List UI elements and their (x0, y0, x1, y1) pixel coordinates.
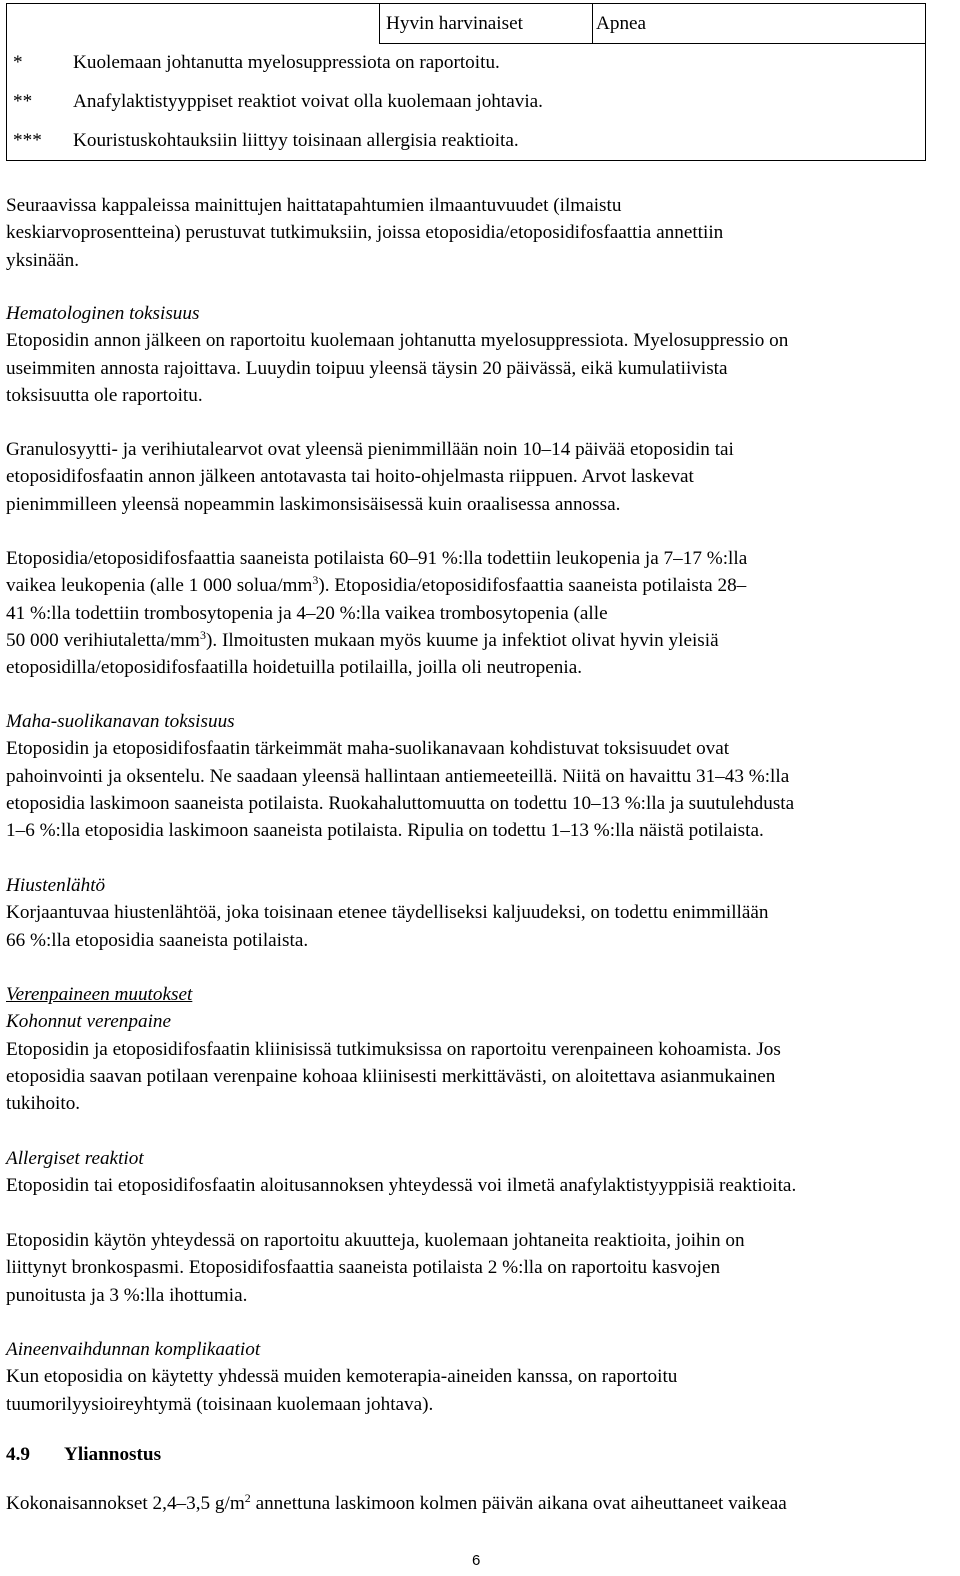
text-line: yksinään. (6, 249, 80, 271)
table-divider (379, 4, 380, 43)
section-title (6, 1441, 161, 1468)
section-heading: Hiustenlähtö (6, 875, 106, 896)
footnote-text: Anafylaktistyyppiset reaktiot voivat olla kuolemaan johtavia. (73, 91, 543, 112)
hair-loss-section (6, 872, 956, 954)
hematologic-section (6, 300, 956, 409)
text-line: Granulosyytti- ja verihiutalearvot ovat yleensä pienimmillään noin 10–14 päivää etoposidin tai (6, 439, 734, 460)
hematologic-paragraph-2 (6, 436, 956, 518)
footnote (13, 52, 500, 74)
blood-pressure-section (6, 981, 956, 1117)
text-line: Etoposidin ja etoposidifosfaatin tärkeimmät maha-suolikanavaan kohdistuvat toksisuudet ovat (6, 738, 730, 760)
section-title-text: Yliannostus (64, 1444, 162, 1465)
hematologic-paragraph-3 (6, 545, 956, 681)
text-line: etoposidia laskimoon saaneista potilaista. Ruokahaluttomuutta on todettu 10–13 %:lla ja suutulehdusta (6, 792, 795, 814)
reaction-cell: Apnea (596, 13, 647, 34)
text-line: 66 %:lla etoposidia saaneista potilaista. (6, 929, 309, 951)
text-line: keskiarvoprosentteina) perustuvat tutkimuksiin, joissa etoposidia/etoposidifosfaattia annettiin (6, 222, 724, 244)
section-heading: Maha-suolikanavan toksisuus (6, 711, 235, 732)
section-heading: Verenpaineen muutokset (6, 984, 193, 1005)
table-divider (592, 4, 593, 43)
text-line: 1–6 %:lla etoposidia laskimoon saaneista potilaista. Ripulia on todettu 1–13 %:lla näistä potilaista. (6, 820, 764, 842)
metabolic-section (6, 1336, 956, 1418)
text-line: Etoposidin käytön yhteydessä on raportoitu akuutteja, kuolemaan johtaneita reaktioita, joihin on (6, 1230, 745, 1251)
page-number: 6 (472, 1552, 481, 1569)
frequency-cell: Hyvin harvinaiset (386, 13, 523, 34)
allergic-section (6, 1145, 956, 1200)
text-line: toksisuutta ole raportoitu. (6, 384, 203, 406)
text-line: Etoposidia/etoposidifosfaattia saaneista potilaista 60–91 %:lla todettiin leukopenia ja 7–17 %:lla (6, 548, 748, 569)
text-line: Etoposidin tai etoposidifosfaatin aloitusannoksen yhteydessä voi ilmetä anafylaktistyyppisiä reaktioita. (6, 1175, 797, 1197)
text-line: Kokonaisannokset 2,4–3,5 $g/m^2$ annettuna laskimoon kolmen päivän aikana ovat aiheuttaneet vaikeaa (6, 1490, 787, 1514)
text-line: etoposidifosfaatin annon jälkeen antotavasta tai hoito-ohjelmasta riippuen. Arvot laskevat (6, 466, 694, 488)
text-line: tukihoito. (6, 1093, 81, 1115)
text-line: etoposidilla/etoposidifosfaatilla hoidetuilla potilailla, joilla oli neutropenia. (6, 657, 583, 679)
footnote (13, 91, 543, 113)
section-heading: Aineenvaihdunnan komplikaatiot (6, 1339, 261, 1360)
footnote-mark: ** (13, 91, 33, 112)
text-line: liittynyt bronkospasmi. Etoposidifosfaattia saaneista potilaista 2 %:lla on raportoitu kasvojen (6, 1257, 721, 1279)
superscript: 3 (199, 627, 206, 642)
intro-paragraph (6, 192, 956, 274)
allergic-paragraph-2 (6, 1227, 956, 1309)
table-divider (379, 43, 925, 44)
superscript: 2 (244, 1490, 251, 1505)
text-line: Etoposidin annon jälkeen on raportoitu kuolemaan johtanutta myelosuppressiota. Myelosuppressio on (6, 330, 789, 352)
text-line: pienimmilleen yleensä nopeammin laskimonsisäisessä kuin oraalisessa annossa. (6, 493, 621, 515)
section-heading: Allergiset reaktiot (6, 1148, 144, 1169)
section-number: 4.9 (6, 1444, 30, 1465)
text-line: tuumorilyysioireyhtymä (toisinaan kuolemaan johtava). (6, 1393, 434, 1415)
footnote-text: Kouristuskohtauksiin liittyy toisinaan allergisia reaktioita. (73, 130, 519, 151)
gi-section (6, 708, 956, 844)
text-line: punoitusta ja 3 %:lla ihottumia. (6, 1284, 248, 1306)
footnote-mark: * (13, 52, 23, 73)
footnote-mark: *** (13, 130, 42, 151)
text-line: Kun etoposidia on käytetty yhdessä muiden kemoterapia-aineiden kanssa, on raportoitu (6, 1366, 678, 1388)
overdose-paragraph (6, 1490, 956, 1517)
text-line: useimmiten annosta rajoittava. Luuydin toipuu yleensä täysin 20 päivässä, eikä kumulatiivista (6, 357, 728, 379)
text-line: 50 000 verihiutaletta/$mm^3$). Ilmoitusten mukaan myös kuume ja infektiot olivat hyvin yleisiä (6, 627, 719, 651)
text-line: Etoposidin ja etoposidifosfaatin kliinisissä tutkimuksissa on raportoitu verenpaineen kohoamista. Jos (6, 1038, 781, 1060)
text-line: 41 %:lla todettiin trombosytopenia ja 4–20 %:lla vaikea trombosytopenia (alle (6, 602, 608, 624)
superscript: 3 (312, 573, 319, 588)
footnote-text: Kuolemaan johtanutta myelosuppressiota on raportoitu. (73, 52, 500, 73)
text-line: Korjaantuvaa hiustenlähtöä, joka toisinaan etenee täydelliseksi kaljuudeksi, on todettu enimmillään (6, 902, 769, 924)
text-line: vaikea leukopenia (alle 1 000 solua/$mm^3$). Etoposidia/etoposidifosfaattia saaneista potilaista 28– (6, 573, 747, 597)
text-line: pahoinvointi ja oksentelu. Ne saadaan yleensä hallintaan antiemeeteillä. Niitä on havaittu 31–43 %:lla (6, 765, 790, 787)
text-line: Seuraavissa kappaleissa mainittujen haittatapahtumien ilmaantuvuudet (ilmaistu (6, 195, 622, 216)
text-line: etoposidia saavan potilaan verenpaine kohoaa kliinisesti merkittävästi, on aloitettava asianmukainen (6, 1065, 776, 1087)
footnote (13, 130, 519, 152)
section-heading: Hematologinen toksisuus (6, 303, 200, 324)
section-subheading: Kohonnut verenpaine (6, 1011, 172, 1033)
